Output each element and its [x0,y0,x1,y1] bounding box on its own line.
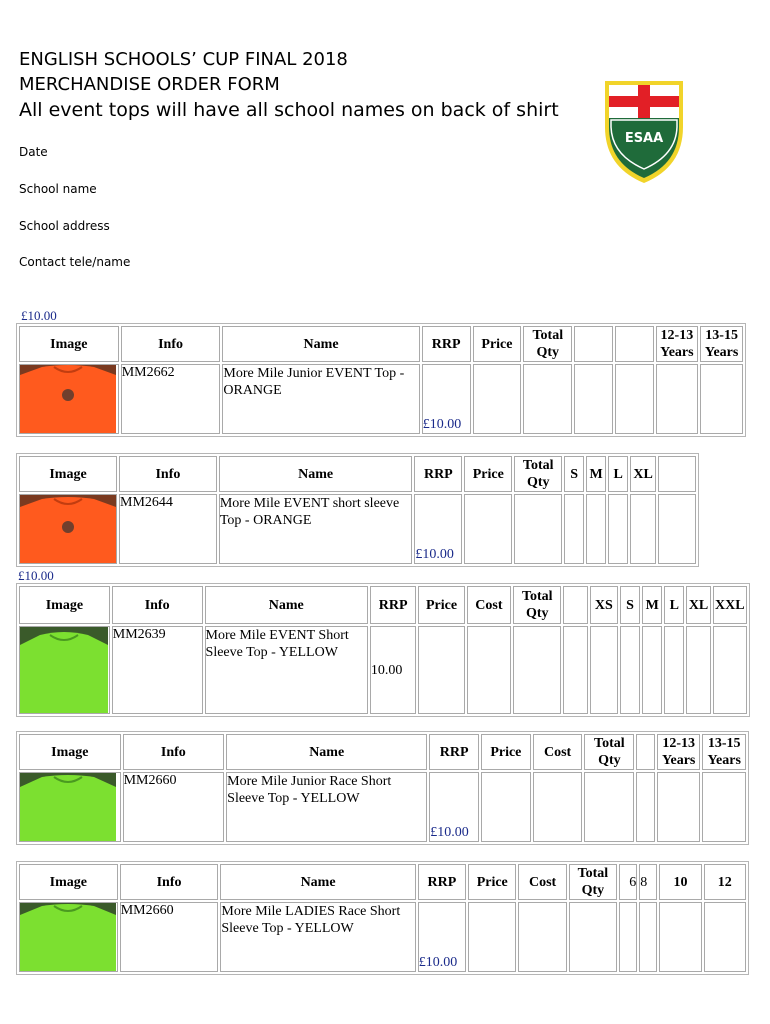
header-info: Info [112,586,203,624]
product-name: More Mile EVENT Short Sleeve Top - YELLOW [205,626,368,714]
product-name: More Mile LADIES Race Short Sleeve Top - YELLOW [220,902,415,972]
header-size-s: S [564,456,584,492]
header-rrp: RRP [370,586,416,624]
header-name: Name [226,734,427,770]
product-image-cell [19,494,117,564]
header-name: Name [205,586,368,624]
size-xl-input-cell[interactable] [686,626,710,714]
price-input-cell[interactable] [481,772,531,842]
contact-label: Contact tele/name [19,255,131,269]
cost-input-cell[interactable] [518,902,566,972]
header-image: Image [19,864,118,900]
header-cost: Cost [467,586,511,624]
header-size-l: L [608,456,628,492]
header-size-l: L [664,586,684,624]
header-cost: Cost [533,734,583,770]
orange-shirt-image [20,495,116,563]
header-size-8: 8 [639,864,657,900]
header-info: Info [119,456,217,492]
header-info: Info [120,864,219,900]
header-price: Price [481,734,531,770]
date-label: Date [19,145,48,159]
header-total-qty: Total Qty [513,586,561,624]
price-input-cell[interactable] [468,902,516,972]
product-image-cell [19,626,110,714]
product-rrp: £10.00 [422,364,471,434]
product-name: More Mile EVENT short sleeve Top - ORANGE [219,494,413,564]
title-line-3: All event tops will have all school names on back of shirt [19,99,559,121]
size-12-13-input-cell[interactable] [656,364,699,434]
school-address-label: School address [19,219,110,233]
total-qty-input-cell[interactable] [523,364,572,434]
total-qty-input-cell[interactable] [514,494,562,564]
yellow-shirt-image [20,627,108,713]
price-note-2: £10.00 [18,568,54,583]
size-6-input-cell[interactable] [619,902,637,972]
header-size-12-13: 12-13 Years [657,734,701,770]
header-info: Info [121,326,221,362]
size-xxl-input-cell[interactable] [713,626,747,714]
crest-logo [603,79,685,185]
size-13-15-input-cell[interactable] [700,364,743,434]
school-name-label: School name [19,182,97,196]
product-rrp: £10.00 [429,772,479,842]
size-13-15-input-cell[interactable] [702,772,746,842]
blank-cell[interactable] [574,364,613,434]
header-rrp: RRP [429,734,479,770]
header-blank [574,326,613,362]
size-m-input-cell[interactable] [586,494,606,564]
title-line-2: MERCHANDISE ORDER FORM [19,74,280,95]
header-size-xxl: XXL [713,586,747,624]
price-input-cell[interactable] [418,626,464,714]
yellow-shirt-image [20,773,116,841]
header-size-s: S [620,586,640,624]
header-size-10: 10 [659,864,701,900]
header-total-qty: Total Qty [523,326,572,362]
header-size-xl: XL [630,456,656,492]
header-blank [563,586,587,624]
header-price: Price [418,586,464,624]
product-table-4 [16,731,749,845]
cost-input-cell[interactable] [467,626,511,714]
size-xl-input-cell[interactable] [630,494,656,564]
header-rrp: RRP [414,456,462,492]
size-l-input-cell[interactable] [608,494,628,564]
header-blank [615,326,654,362]
header-rrp: RRP [418,864,466,900]
product-table-3 [16,583,750,717]
header-image: Image [19,734,121,770]
product-rrp: 10.00 [370,626,416,714]
size-12-13-input-cell[interactable] [657,772,701,842]
size-s-input-cell[interactable] [620,626,640,714]
header-blank [636,734,655,770]
total-qty-input-cell[interactable] [584,772,634,842]
header-total-qty: Total Qty [584,734,634,770]
header-size-m: M [642,586,662,624]
size-m-input-cell[interactable] [642,626,662,714]
header-price: Price [464,456,512,492]
header-image: Image [19,586,110,624]
header-cost: Cost [518,864,566,900]
header-image: Image [19,326,119,362]
product-name: More Mile Junior Race Short Sleeve Top - YELLOW [226,772,427,842]
header-size-xs: XS [590,586,618,624]
product-rrp: £10.00 [418,902,466,972]
product-code: MM2662 [121,364,221,434]
total-qty-input-cell[interactable] [569,902,617,972]
header-name: Name [219,456,413,492]
header-price: Price [468,864,516,900]
header-total-qty: Total Qty [569,864,617,900]
cost-input-cell[interactable] [533,772,583,842]
blank-cell[interactable] [563,626,587,714]
header-image: Image [19,456,117,492]
header-size-m: M [586,456,606,492]
product-image-cell [19,902,118,972]
price-note-1: £10.00 [21,308,57,323]
orange-shirt-image [20,365,116,433]
header-info: Info [123,734,225,770]
product-code: MM2660 [123,772,225,842]
header-price: Price [473,326,522,362]
product-image-cell [19,772,121,842]
size-8-input-cell[interactable] [639,902,657,972]
size-12-input-cell[interactable] [704,902,746,972]
product-rrp: £10.00 [414,494,462,564]
header-size-12: 12 [704,864,746,900]
header-total-qty: Total Qty [514,456,562,492]
crest-text: ESAA [624,131,664,146]
total-qty-input-cell[interactable] [513,626,561,714]
title-line-1: ENGLISH SCHOOLS’ CUP FINAL 2018 [19,49,348,70]
size-s-input-cell[interactable] [564,494,584,564]
size-xs-input-cell[interactable] [590,626,618,714]
header-name: Name [220,864,415,900]
price-input-cell[interactable] [473,364,522,434]
header-blank [658,456,696,492]
blank-cell[interactable] [658,494,696,564]
product-table-2 [16,453,699,567]
price-input-cell[interactable] [464,494,512,564]
header-size-13-15: 13-15 Years [700,326,743,362]
header-name: Name [222,326,419,362]
size-l-input-cell[interactable] [664,626,684,714]
product-code: MM2644 [119,494,217,564]
product-table-5 [16,861,749,975]
product-image-cell [19,364,119,434]
product-code: MM2660 [120,902,219,972]
yellow-shirt-image [20,903,116,971]
header-size-13-15: 13-15 Years [702,734,746,770]
size-10-input-cell[interactable] [659,902,701,972]
product-name: More Mile Junior EVENT Top -ORANGE [222,364,419,434]
blank-cell[interactable] [636,772,655,842]
header-size-12-13: 12-13 Years [656,326,699,362]
product-table-1 [16,323,746,437]
header-rrp: RRP [422,326,471,362]
blank-cell[interactable] [615,364,654,434]
header-size-6: 6 [619,864,637,900]
header-size-xl: XL [686,586,710,624]
product-code: MM2639 [112,626,203,714]
